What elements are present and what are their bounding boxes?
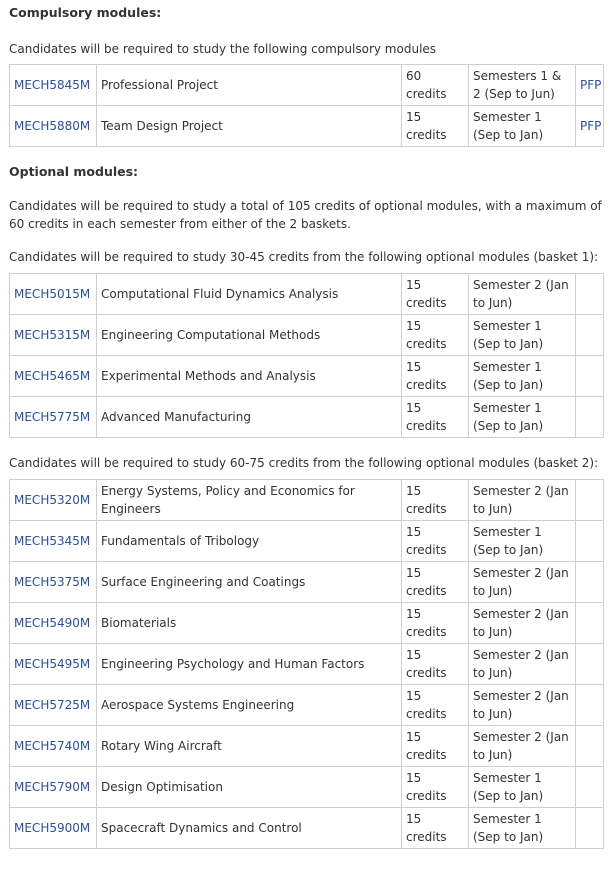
module-code-link[interactable]: MECH5725M (14, 698, 91, 712)
module-title: Aerospace Systems Engineering (97, 685, 402, 726)
module-semester: Semesters 1 & 2 (Sep to Jun) (469, 65, 576, 106)
table-row (10, 397, 604, 438)
module-code-cell (10, 603, 97, 644)
module-extra-cell (576, 397, 604, 438)
table-row (10, 808, 604, 849)
module-code-cell (10, 767, 97, 808)
module-extra-cell (576, 521, 604, 562)
module-code-link[interactable]: MECH5900M (14, 821, 91, 835)
module-code-cell (10, 562, 97, 603)
module-title: Advanced Manufacturing (97, 397, 402, 438)
compulsory-intro: Candidates will be required to study the following compulsory modules (9, 42, 437, 56)
module-extra-cell (576, 315, 604, 356)
module-semester: Semester 2 (Jan to Jun) (469, 644, 576, 685)
module-credits: 15 credits (402, 274, 469, 315)
module-extra-cell (576, 106, 604, 147)
module-semester: Semester 2 (Jan to Jun) (469, 685, 576, 726)
table-row (10, 65, 604, 106)
basket1-intro: Candidates will be required to study 30-45 credits from the following optional modules (basket 1): (9, 250, 599, 264)
module-extra-cell (576, 808, 604, 849)
module-semester: Semester 2 (Jan to Jun) (469, 562, 576, 603)
module-extra-cell (576, 726, 604, 767)
module-page (0, 4, 612, 849)
table-row (10, 521, 604, 562)
pfp-link[interactable]: PFP (580, 119, 602, 133)
table-row (10, 274, 604, 315)
module-semester: Semester 1 (Sep to Jan) (469, 356, 576, 397)
module-code-cell (10, 315, 97, 356)
module-title: Design Optimisation (97, 767, 402, 808)
module-semester: Semester 1 (Sep to Jan) (469, 521, 576, 562)
module-title: Energy Systems, Policy and Economics for Engineers (97, 480, 402, 521)
module-code-cell (10, 521, 97, 562)
module-code-link[interactable]: MECH5015M (14, 287, 91, 301)
module-code-cell (10, 356, 97, 397)
module-extra-cell (576, 65, 604, 106)
module-credits: 15 credits (402, 562, 469, 603)
module-code-cell (10, 106, 97, 147)
module-credits: 15 credits (402, 315, 469, 356)
module-title: Spacecraft Dynamics and Control (97, 808, 402, 849)
module-extra-cell (576, 767, 604, 808)
module-title: Engineering Computational Methods (97, 315, 402, 356)
module-credits: 15 credits (402, 808, 469, 849)
module-extra-cell (576, 603, 604, 644)
module-credits: 15 credits (402, 356, 469, 397)
module-credits: 60 credits (402, 65, 469, 106)
compulsory-table (9, 64, 604, 147)
module-credits: 15 credits (402, 726, 469, 767)
module-extra-cell (576, 356, 604, 397)
module-extra-cell (576, 562, 604, 603)
module-title: Biomaterials (97, 603, 402, 644)
module-credits: 15 credits (402, 106, 469, 147)
compulsory-heading: Compulsory modules: (9, 5, 162, 20)
module-title: Experimental Methods and Analysis (97, 356, 402, 397)
module-code-link[interactable]: MECH5315M (14, 328, 91, 342)
module-semester: Semester 2 (Jan to Jun) (469, 480, 576, 521)
module-semester: Semester 1 (Sep to Jan) (469, 106, 576, 147)
table-row (10, 644, 604, 685)
module-extra-cell (576, 274, 604, 315)
module-credits: 15 credits (402, 521, 469, 562)
module-credits: 15 credits (402, 397, 469, 438)
optional-heading: Optional modules: (9, 164, 139, 179)
module-title: Fundamentals of Tribology (97, 521, 402, 562)
module-code-cell (10, 808, 97, 849)
module-credits: 15 credits (402, 767, 469, 808)
module-semester: Semester 2 (Jan to Jun) (469, 603, 576, 644)
module-code-cell (10, 685, 97, 726)
module-credits: 15 credits (402, 644, 469, 685)
pfp-link[interactable]: PFP (580, 78, 602, 92)
module-title: Computational Fluid Dynamics Analysis (97, 274, 402, 315)
module-extra-cell (576, 644, 604, 685)
module-code-cell (10, 644, 97, 685)
module-semester: Semester 2 (Jan to Jun) (469, 274, 576, 315)
module-code-link[interactable]: MECH5375M (14, 575, 91, 589)
module-credits: 15 credits (402, 685, 469, 726)
module-title: Surface Engineering and Coatings (97, 562, 402, 603)
module-code-cell (10, 274, 97, 315)
module-extra-cell (576, 480, 604, 521)
basket2-intro: Candidates will be required to study 60-75 credits from the following optional modules (basket 2): (9, 456, 599, 470)
module-code-link[interactable]: MECH5465M (14, 369, 91, 383)
module-code-cell (10, 65, 97, 106)
table-row (10, 767, 604, 808)
table-row (10, 480, 604, 521)
module-semester: Semester 1 (Sep to Jan) (469, 808, 576, 849)
module-semester: Semester 1 (Sep to Jan) (469, 315, 576, 356)
table-row (10, 562, 604, 603)
module-credits: 15 credits (402, 480, 469, 521)
module-title: Professional Project (97, 65, 402, 106)
module-semester: Semester 2 (Jan to Jun) (469, 726, 576, 767)
module-code-link[interactable]: MECH5880M (14, 119, 91, 133)
table-row (10, 356, 604, 397)
module-code-link[interactable]: MECH5490M (14, 616, 91, 630)
module-code-link[interactable]: MECH5345M (14, 534, 91, 548)
basket2-table (9, 479, 604, 849)
module-title: Team Design Project (97, 106, 402, 147)
module-code-cell (10, 726, 97, 767)
module-extra-cell (576, 685, 604, 726)
optional-intro: Candidates will be required to study a total of 105 credits of optional modules, with a maximum of 60 credits in each semester from either of the 2 baskets. (9, 199, 602, 231)
table-row (10, 315, 604, 356)
module-semester: Semester 1 (Sep to Jan) (469, 767, 576, 808)
module-code-link[interactable]: MECH5790M (14, 780, 91, 794)
module-title: Engineering Psychology and Human Factors (97, 644, 402, 685)
table-row (10, 685, 604, 726)
module-credits: 15 credits (402, 603, 469, 644)
basket1-table (9, 273, 604, 438)
module-code-link[interactable]: MECH5320M (14, 493, 91, 507)
table-row (10, 106, 604, 147)
module-code-cell (10, 397, 97, 438)
table-row (10, 603, 604, 644)
module-title: Rotary Wing Aircraft (97, 726, 402, 767)
module-code-link[interactable]: MECH5495M (14, 657, 91, 671)
module-code-link[interactable]: MECH5740M (14, 739, 91, 753)
module-semester: Semester 1 (Sep to Jan) (469, 397, 576, 438)
module-code-link[interactable]: MECH5845M (14, 78, 91, 92)
table-row (10, 726, 604, 767)
module-code-cell (10, 480, 97, 521)
module-code-link[interactable]: MECH5775M (14, 410, 91, 424)
